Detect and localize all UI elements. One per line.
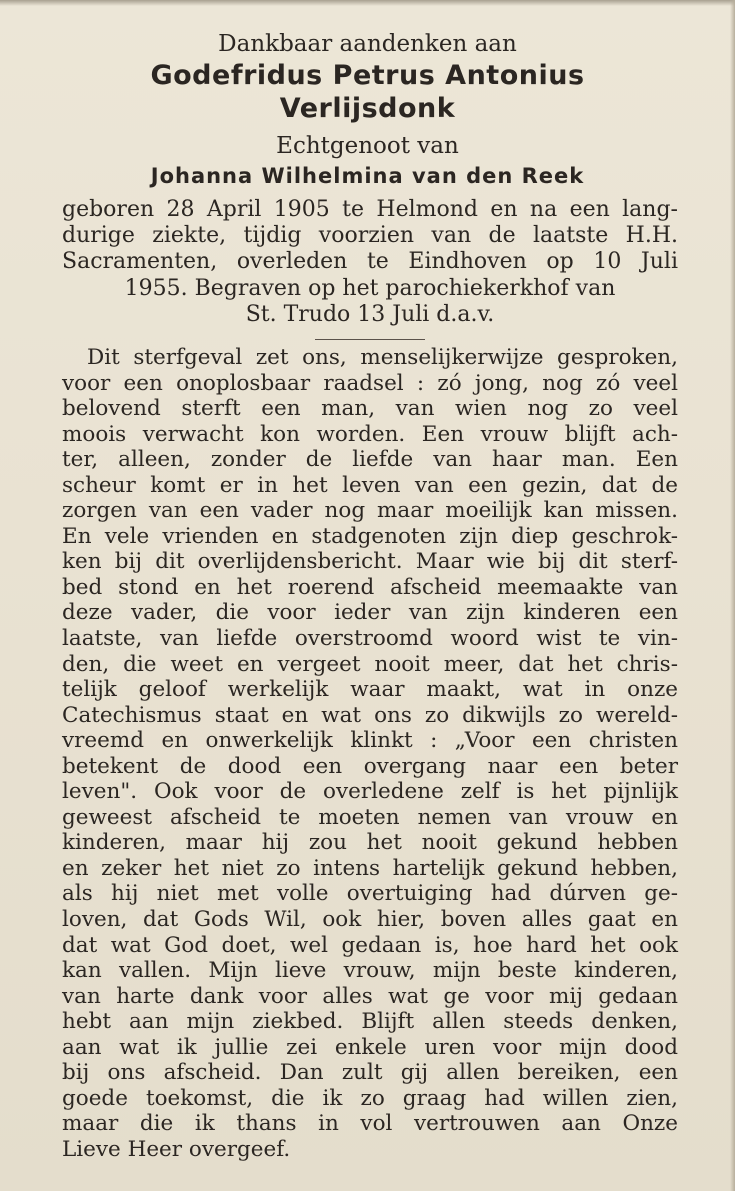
text-line: den, die weet en vergeet nooit meer, dat het chris- [62,651,678,677]
text-line: goede toekomst, die ik zo graag had willen zien, [62,1085,678,1111]
deceased-name-line-2: Verlijsdonk [279,93,456,124]
memorial-text-paragraph [62,345,678,1163]
text-line: en zeker het niet zo intens hartelijk gekund hebben, [62,855,678,881]
deceased-name-line-1: Godefridus Petrus Antonius [150,60,585,91]
text-line: geweest afscheid te moeten nemen van vrouw en [62,804,678,830]
text-line: bij ons afscheid. Dan zult gij allen bereiken, een [62,1060,678,1086]
text-line: telijk geloof werkelijk waar maakt, wat in onze [62,677,678,703]
bio-line: 1955. Begraven op het parochiekerkhof van [124,275,616,301]
intro-line: Dankbaar aandenken aan [218,31,517,57]
text-line: ken bij dit overlijdensbericht. Maar wie bij dit sterf- [62,549,678,575]
paper-edge-top [0,0,735,6]
text-line: Catechismus staat en wat ons zo dikwijls zo wereld- [62,702,678,728]
bio-line: geboren 28 April 1905 te Helmond en na een lang- [62,197,678,222]
spouse-name: Johanna Wilhelmina van den Reek [150,164,585,188]
text-line: laatste, van liefde overstroomd woord wist te vin- [62,626,678,652]
text-line: deze vader, die voor ieder van zijn kinderen een [62,600,678,626]
text-line: ter, alleen, zonder de liefde van haar man. Een [62,447,678,473]
text-line: Lieve Heer overgeef. [62,1136,291,1162]
text-line: scheur komt er in het leven van een gezin, dat de [62,472,678,498]
text-line: belovend sterft een man, van wien nog zo veel [62,396,678,422]
text-line: leven". Ook voor de overledene zelf is het pijnlijk [62,779,678,805]
text-line: als hij niet met volle overtuiging had dúrven ge- [62,881,678,907]
text-line: van harte dank voor alles wat ge voor mij gedaan [62,983,678,1009]
text-line: bed stond en het roerend afscheid meemaakte van [62,574,678,600]
text-line: loven, dat Gods Wil, ook hier, boven alles gaat en [62,907,678,933]
text-line: betekent de dood een overgang naar een beter [62,753,678,779]
text-line: kinderen, maar hij zou het nooit gekund hebben [62,830,678,856]
divider-rule [315,339,425,340]
text-line: zorgen van een vader nog maar moeilijk kan missen. [62,498,678,524]
bio-line: St. Trudo 13 Juli d.a.v. [245,301,495,327]
text-line: En vele vrienden en stadgenoten zijn diep geschrok- [62,523,678,549]
text-line: Dit sterfgeval zet ons, menselijkerwijze gesproken, [87,345,678,370]
spouse-label: Echtgenoot van [276,133,459,159]
text-line: vreemd en onwerkelijk klinkt : „Voor een christen [62,728,678,754]
text-line: aan wat ik jullie zei enkele uren voor mijn dood [62,1034,678,1060]
biography-paragraph [62,197,678,328]
text-line: dat wat God doet, wel gedaan is, hoe hard het ook [62,932,678,958]
text-line: maar die ik thans in vol vertrouwen aan Onze [62,1111,678,1137]
text-line: moois verwacht kon worden. Een vrouw blijft ach- [62,421,678,447]
text-line: kan vallen. Mijn lieve vrouw, mijn beste kinderen, [62,958,678,984]
text-line: hebt aan mijn ziekbed. Blijft allen steeds denken, [62,1009,678,1035]
bio-line: Sacramenten, overleden te Eindhoven op 10 Juli [62,249,678,275]
bio-line: durige ziekte, tijdig voorzien van de laatste H.H. [62,223,678,249]
text-line: voor een onoplosbaar raadsel : zó jong, nog zó veel [62,370,678,396]
